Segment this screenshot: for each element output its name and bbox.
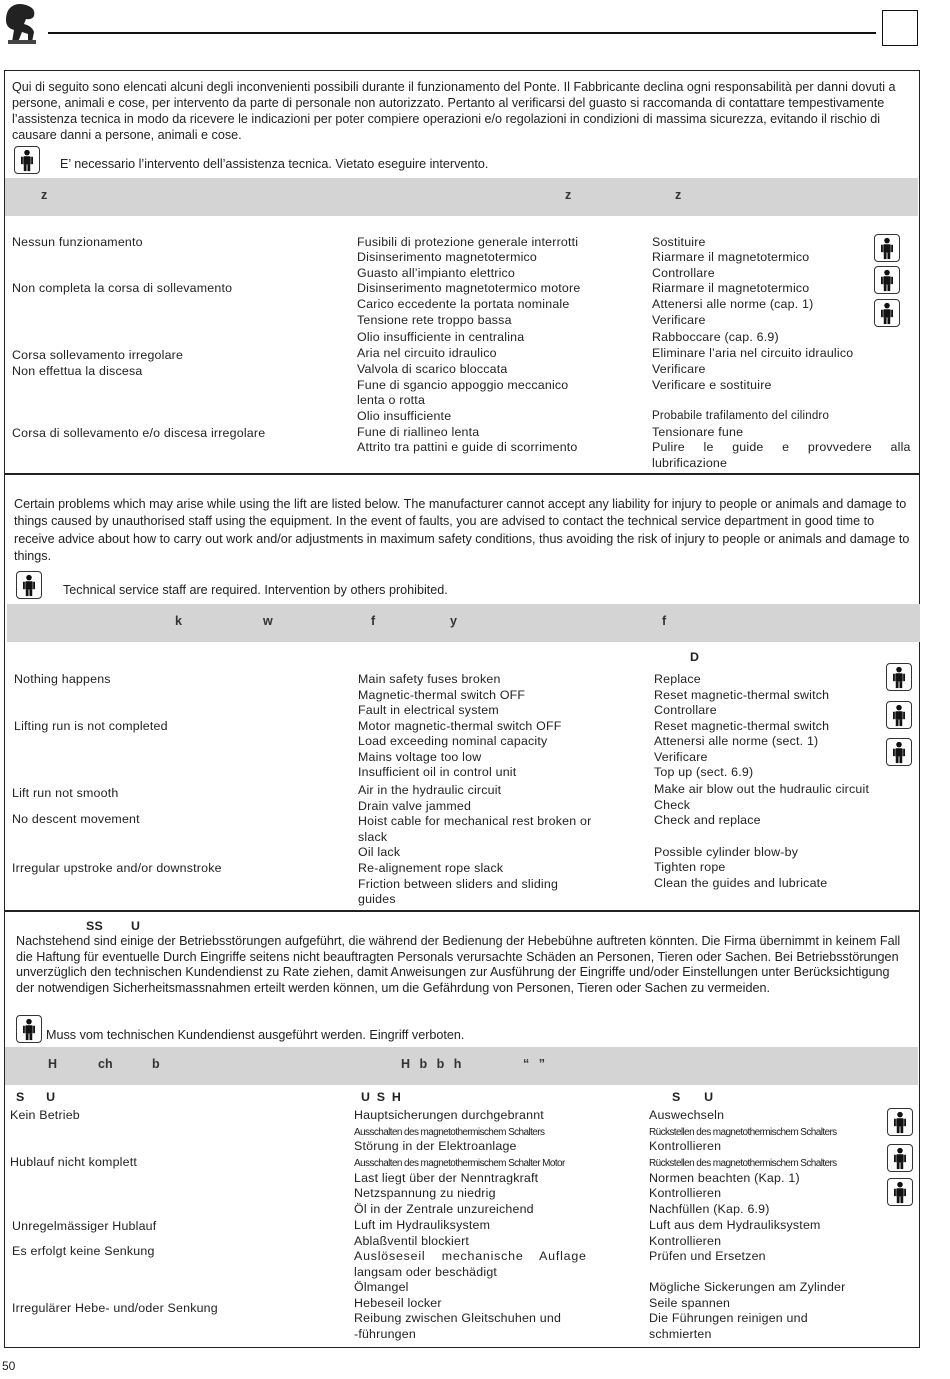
cause-cell: Guasto all’impianto elettrico <box>357 266 516 280</box>
remedy-cell: Pulire le guide e provvedere alla <box>652 440 911 454</box>
cause-cell: Ausschalten des magnetothermischem Schalter Motor <box>354 1158 565 1169</box>
cause-cell: Magnetic-thermal switch OFF <box>358 688 526 702</box>
problem-cell: Hublauf nicht komplett <box>10 1155 137 1169</box>
en-table-header <box>7 604 920 642</box>
remedy-cell: Check <box>654 798 691 812</box>
technician-icon <box>886 701 912 729</box>
header-fragment: ch <box>98 1057 113 1071</box>
technician-icon <box>16 1015 42 1043</box>
cause-cell: Tensione rete troppo bassa <box>357 313 512 327</box>
cause-cell: Motor magnetic-thermal switch OFF <box>358 719 562 733</box>
problem-cell: Lifting run is not completed <box>14 719 168 733</box>
remedy-cell: Verificare e sostituire <box>652 378 772 392</box>
cause-cell: Hebeseil locker <box>354 1296 442 1310</box>
remedy-cell: Kontrollieren <box>649 1186 722 1200</box>
cause-cell: Fault in electrical system <box>358 703 499 717</box>
de-note: Muss vom technischen Kundendienst ausgeführt werden. Eingriff verboten. <box>46 1028 465 1042</box>
technician-icon <box>16 571 42 599</box>
remedy-cell: Make air blow out the hudraulic circuit <box>654 782 870 796</box>
header-fragment: z <box>675 188 682 202</box>
en-note: Technical service staff are required. Intervention by others prohibited. <box>63 583 448 597</box>
cause-cell: Olio insufficiente <box>357 409 452 423</box>
cause-cell: Olio insufficiente in centralina <box>357 330 525 344</box>
technician-icon <box>874 266 900 294</box>
header-fragment: k <box>175 614 182 628</box>
header-fragment: f <box>662 614 667 628</box>
cause-cell: Hauptsicherungen durchgebrannt <box>354 1108 544 1122</box>
cause-cell: Carico eccedente la portata nominale <box>357 297 570 311</box>
en-intro: Certain problems which may arise while using the lift are listed below. The manufacturer cannot accept any liability for injury to people or animals and damage to things caused by unauthorised staff using the equipment. In the event of faults, you are advised to contact the technical service department in good time to receive advice about how to carry out work and/or adjustments in maximum safety conditions, thus avoiding the risk of injury to people or animals and damage to things. <box>14 497 910 563</box>
cause-cell: Fune di riallineo lenta <box>357 425 480 439</box>
remedy-cell: Nachfüllen (Kap. 6.9) <box>649 1202 770 1216</box>
page-number: 50 <box>2 1359 16 1373</box>
remedy-cell: Attenersi alle norme (sect. 1) <box>654 734 819 748</box>
remedy-cell: Reset magnetic-thermal switch <box>654 688 830 702</box>
cause-cell: Last liegt über der Nenntragkraft <box>354 1171 539 1185</box>
manual-logo <box>2 2 42 48</box>
de-col-header: U S H <box>361 1090 402 1104</box>
problem-cell: Irregular upstroke and/or downstroke <box>12 861 222 875</box>
technician-icon <box>887 1178 913 1206</box>
cause-cell: Störung in der Elektroanlage <box>354 1139 517 1153</box>
problem-cell: Nessun funzionamento <box>12 235 143 249</box>
cause-cell: Valvola di scarico bloccata <box>357 362 508 376</box>
de-title-fragment: U <box>131 919 141 933</box>
technician-icon <box>887 1108 913 1136</box>
de-col-header: S U <box>672 1090 714 1104</box>
header-fragment: “ ” <box>523 1057 545 1071</box>
remedy-cell: Controllare <box>652 266 715 280</box>
cause-cell: Insufficient oil in control unit <box>358 765 517 779</box>
remedy-cell: Kontrollieren <box>649 1139 722 1153</box>
cause-cell: slack <box>358 830 388 844</box>
header-rule <box>48 32 876 34</box>
header-fragment: b <box>152 1057 160 1071</box>
cause-cell: Re-alignement rope slack <box>358 861 504 875</box>
cause-cell: Friction between sliders and sliding <box>358 877 559 891</box>
cause-cell: Auslöseseil mechanische Auflage <box>354 1249 587 1263</box>
cause-cell: Fusibili di protezione generale interrotti <box>357 235 579 249</box>
cause-cell: langsam oder beschädigt <box>354 1265 498 1279</box>
remedy-cell: Riarmare il magnetotermico <box>652 250 810 264</box>
problem-cell: Es erfolgt keine Senkung <box>12 1244 155 1258</box>
remedy-cell: Sostituire <box>652 235 706 249</box>
remedy-cell: Seile spannen <box>649 1296 731 1310</box>
de-intro: Nachstehend sind einige der Betriebsstörungen aufgeführt, die während der Bedienung der Hebebühne auftreten könnten. Die Firma übernimmt in keinem Fall die Haftung für eventuelle Durch Eingriffe seitens nicht beauftragten Personals verursachte Schäden an Personen, Tieren oder Sachen. Bei Betriebsstörungen unverzüglich den technischen Kundendienst zu Rate ziehen, damit Anweisungen zur Ausführung der Eingriffe und/oder Einstellungen unter Berücksichtigung der notwendigen Sicherheitsmassnahmen erteilt werden können, um die Gefährdung von Personen, Tieren oder Sachen zu vermeiden. <box>16 934 901 996</box>
it-note: E’ necessario l’intervento dell’assistenza tecnica. Vietato eseguire intervento. <box>60 157 489 171</box>
cause-cell: Drain valve jammed <box>358 799 472 813</box>
problem-cell: Nothing happens <box>14 672 111 686</box>
header-fragment: f <box>371 614 376 628</box>
header-fragment: H b b h <box>401 1057 462 1071</box>
remedy-cell: Verificare <box>652 313 706 327</box>
remedy-cell: Rabboccare (cap. 6.9) <box>652 330 779 344</box>
remedy-cell: Luft aus dem Hydrauliksystem <box>649 1218 821 1232</box>
remedy-cell: Kontrollieren <box>649 1234 722 1248</box>
cause-cell: Ausschalten des magnetothermischem Schalters <box>354 1127 545 1138</box>
remedy-cell: Tensionare fune <box>652 425 744 439</box>
cause-cell: Mains voltage too low <box>358 750 482 764</box>
cause-cell: Aria nel circuito idraulico <box>357 346 497 360</box>
problem-cell: No descent movement <box>12 812 140 826</box>
remedy-cell: Rückstellen des magnetothermischem Schalters <box>649 1158 837 1169</box>
cause-cell: Ablaßventil blockiert <box>354 1234 470 1248</box>
cause-cell: Netzspannung zu niedrig <box>354 1186 496 1200</box>
remedy-cell: Tighten rope <box>654 860 726 874</box>
cause-cell: Öl in der Zentrale unzureichend <box>354 1202 534 1216</box>
header-fragment: z <box>565 188 572 202</box>
cause-cell: Attrito tra pattini e guide di scorrimento <box>357 440 578 454</box>
remedy-cell: Prüfen und Ersetzen <box>649 1249 766 1263</box>
technician-icon <box>874 299 900 327</box>
remedy-cell: Reset magnetic-thermal switch <box>654 719 830 733</box>
cause-cell: Ölmangel <box>354 1280 409 1294</box>
problem-cell: Lift run not smooth <box>12 786 119 800</box>
remedy-cell: Controllare <box>654 703 717 717</box>
header-fragment: H <box>48 1057 58 1071</box>
header-fragment: z <box>41 188 48 202</box>
problem-cell: Non effettua la discesa <box>12 364 143 378</box>
cause-cell: Fune di sgancio appoggio meccanico <box>357 378 569 392</box>
cause-cell: guides <box>358 892 396 906</box>
cause-cell: Disinserimento magnetotermico motore <box>357 281 581 295</box>
problem-cell: Unregelmässiger Hublauf <box>12 1219 157 1233</box>
it-table-header <box>5 178 918 216</box>
section-box <box>882 10 918 46</box>
problem-cell: Kein Betrieb <box>10 1108 80 1122</box>
cause-cell: Load exceeding nominal capacity <box>358 734 548 748</box>
remedy-cell: Probabile trafilamento del cilindro <box>652 410 830 422</box>
technician-icon <box>886 738 912 766</box>
it-intro: Qui di seguito sono elencati alcuni degli inconvenienti possibili durante il funzionamento del Ponte. Il Fabbricante declina ogni responsabilità per danni dovuti a persone, animali e cose, per intervento da parte di personale non autorizzato. Pertanto al verificarsi del guasto si raccomanda di contattare tempestivamente l’assistenza tecnica in modo da ricevere le indicazioni per poter compiere operazioni e/o regolazioni in condizioni di massima sicurezza, evitando il rischio di causare danni a persone, animali e cose. <box>12 80 896 142</box>
cause-cell: Disinserimento magnetotermico <box>357 250 538 264</box>
remedy-cell: lubrificazione <box>652 456 728 470</box>
cause-cell: Hoist cable for mechanical rest broken or <box>358 814 592 828</box>
remedy-cell: Verificare <box>652 362 706 376</box>
remedy-cell: schmierten <box>649 1327 712 1341</box>
problem-cell: Irregulärer Hebe- und/oder Senkung <box>12 1301 218 1315</box>
remedy-cell: Verificare <box>654 750 708 764</box>
remedy-cell: Auswechseln <box>649 1108 725 1122</box>
en-sub-header: D <box>690 650 700 664</box>
section-divider <box>4 473 920 475</box>
header-fragment: y <box>450 614 457 628</box>
remedy-cell: Replace <box>654 672 701 686</box>
cause-cell: Main safety fuses broken <box>358 672 501 686</box>
technician-icon <box>14 146 40 174</box>
header-fragment: w <box>263 614 273 628</box>
cause-cell: Oil lack <box>358 845 401 859</box>
remedy-cell: Top up (sect. 6.9) <box>654 765 754 779</box>
technician-icon <box>887 1144 913 1172</box>
problem-cell: Non completa la corsa di sollevamento <box>12 281 233 295</box>
remedy-cell: Attenersi alle norme (cap. 1) <box>652 297 814 311</box>
cause-cell: lenta o rotta <box>357 393 426 407</box>
cause-cell: Air in the hydraulic circuit <box>358 783 502 797</box>
remedy-cell: Check and replace <box>654 813 761 827</box>
de-col-header: S U <box>16 1090 56 1104</box>
technician-icon <box>886 663 912 691</box>
technician-icon <box>874 234 900 262</box>
remedy-cell: Riarmare il magnetotermico <box>652 281 810 295</box>
remedy-cell: Normen beachten (Kap. 1) <box>649 1171 800 1185</box>
section-divider <box>4 910 920 912</box>
de-title-fragment: SS <box>86 919 103 933</box>
remedy-cell: Mögliche Sickerungen am Zylinder <box>649 1280 846 1294</box>
problem-cell: Corsa sollevamento irregolare <box>12 348 184 362</box>
remedy-cell: Eliminare l’aria nel circuito idraulico <box>652 346 854 360</box>
cause-cell: Reibung zwischen Gleitschuhen und <box>354 1311 562 1325</box>
remedy-cell: Clean the guides and lubricate <box>654 876 828 890</box>
cause-cell: -führungen <box>354 1327 416 1341</box>
remedy-cell: Die Führungen reinigen und <box>649 1311 808 1325</box>
remedy-cell: Possible cylinder blow-by <box>654 845 799 859</box>
cause-cell: Luft im Hydrauliksystem <box>354 1218 491 1232</box>
problem-cell: Corsa di sollevamento e/o discesa irregolare <box>12 426 266 440</box>
remedy-cell: Rückstellen des magnetothermischem Schalters <box>649 1127 837 1138</box>
de-table-header <box>5 1047 918 1085</box>
